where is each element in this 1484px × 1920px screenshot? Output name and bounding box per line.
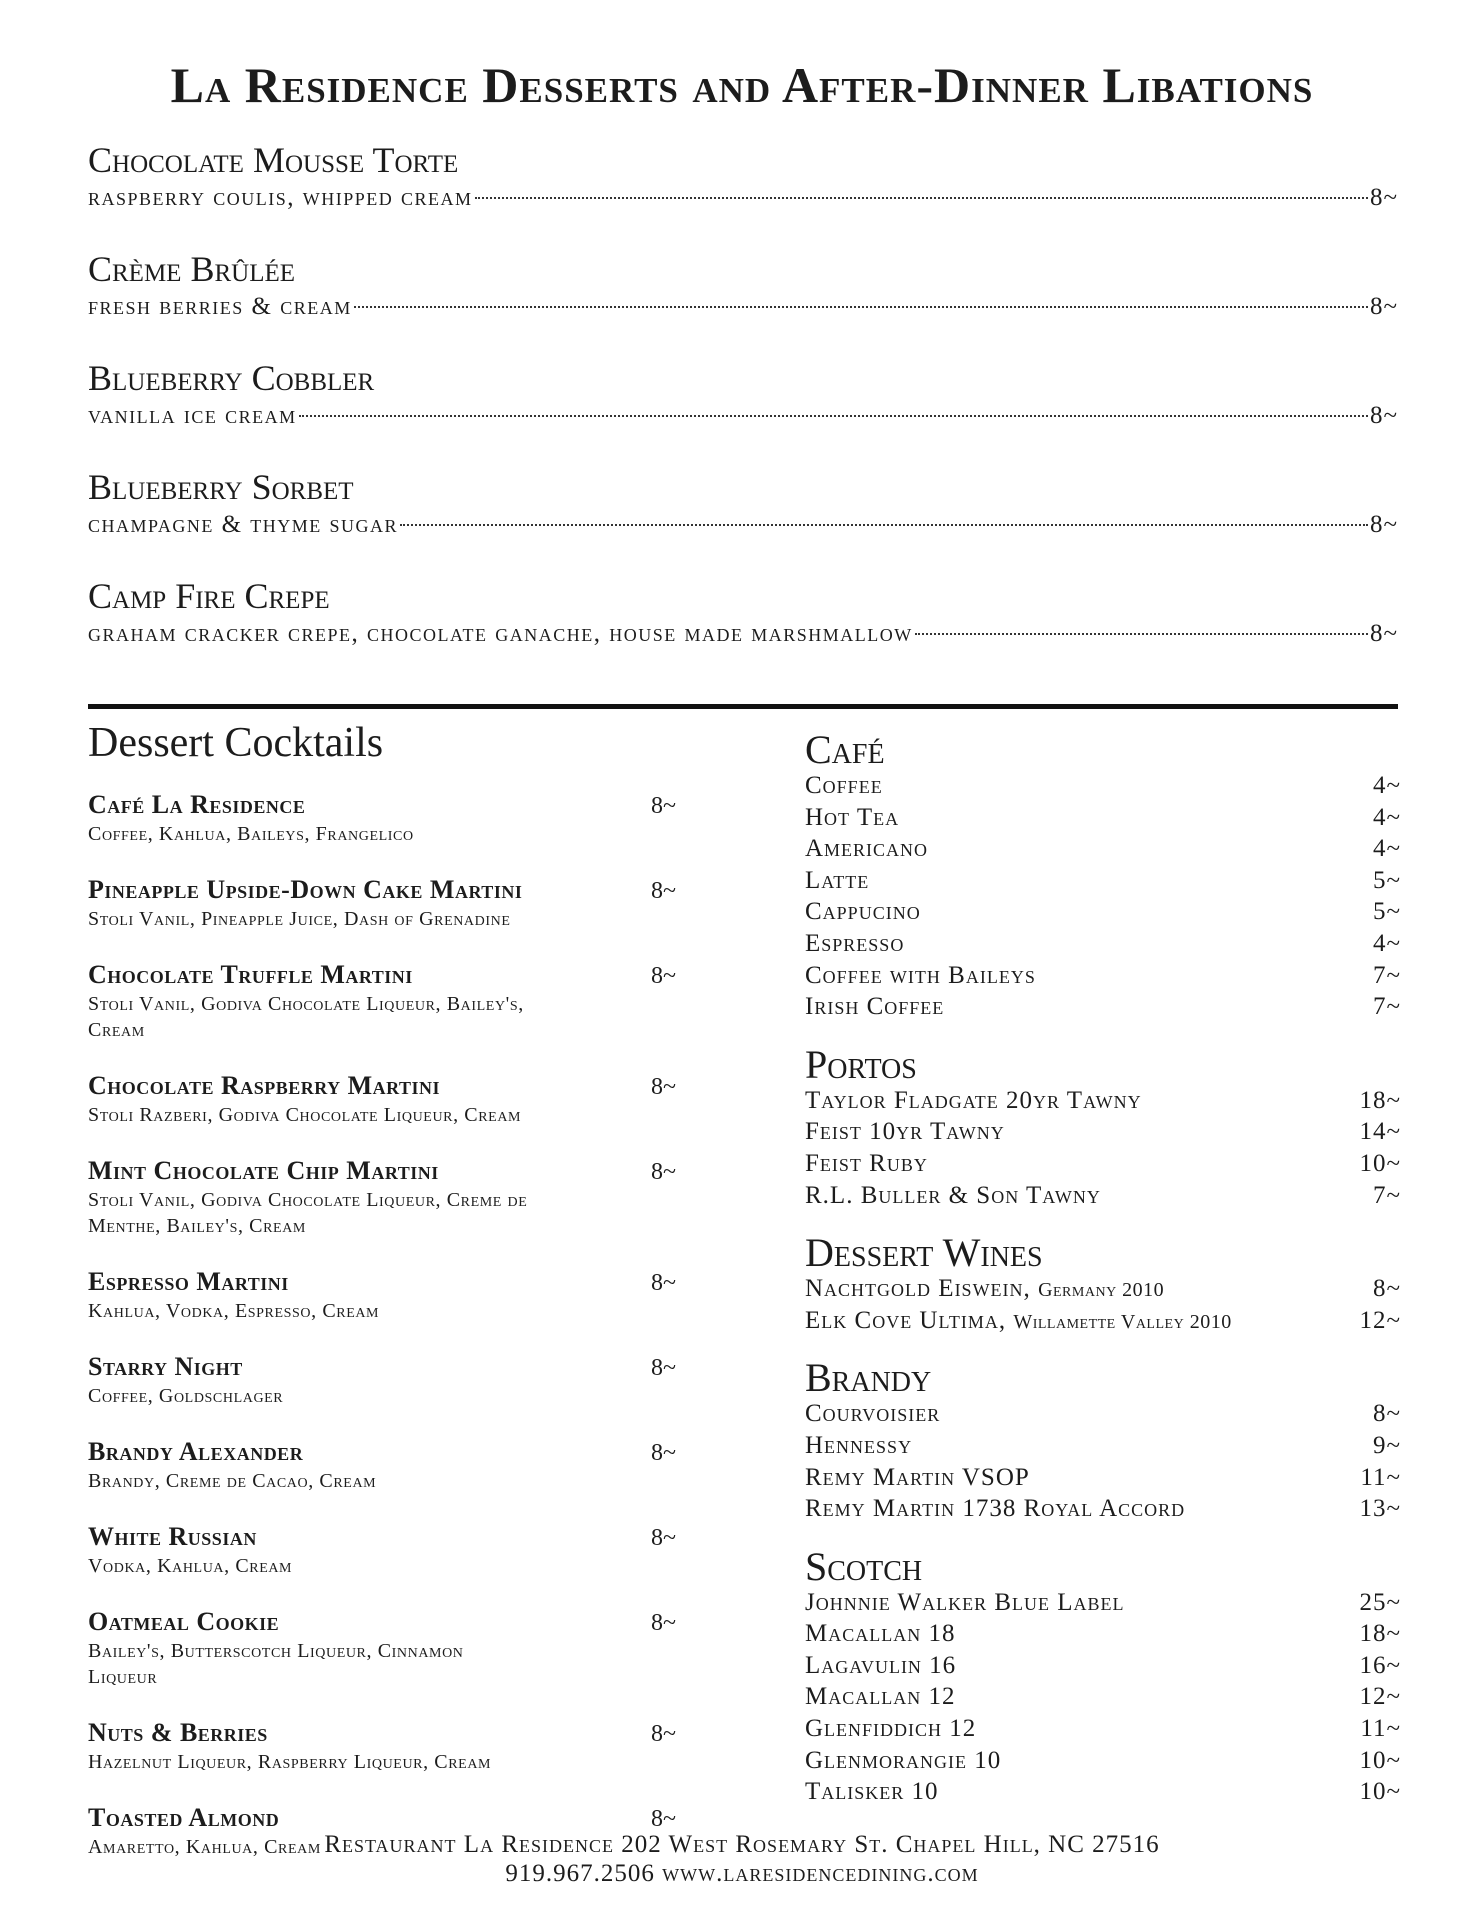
cocktail-description: Coffee, Kahlua, Baileys, Frangelico bbox=[88, 823, 414, 845]
footer-address: Restaurant La Residence 202 West Rosemary St. Chapel Hill, NC 27516 bbox=[324, 1831, 1160, 1858]
item-price: 8~ bbox=[1372, 1275, 1401, 1303]
cocktail-description: Amaretto, Kahlua, Cream bbox=[88, 1836, 321, 1858]
item-price: 4~ bbox=[1372, 835, 1401, 863]
item-name: Remy Martin VSOP bbox=[805, 1463, 1030, 1491]
dessert-list bbox=[88, 138, 1398, 683]
menu-item bbox=[805, 835, 1401, 867]
cocktail-name: Mint Chocolate Chip Martini bbox=[88, 1156, 439, 1185]
item-price: 9~ bbox=[1372, 1431, 1401, 1459]
scotch-section bbox=[805, 1545, 1401, 1810]
cocktail-name: Oatmeal Cookie bbox=[88, 1607, 280, 1636]
cocktail-item bbox=[88, 1437, 688, 1494]
dessert-name: Camp Fire Crepe bbox=[88, 576, 330, 616]
menu-item bbox=[805, 804, 1401, 836]
cocktail-name: Chocolate Raspberry Martini bbox=[88, 1071, 441, 1100]
cocktail-name: Café La Residence bbox=[88, 790, 306, 819]
dessert-price: 8~ bbox=[1369, 184, 1398, 211]
dessert-price: 8~ bbox=[1369, 293, 1398, 320]
item-name: Glenmorangie 10 bbox=[805, 1746, 1002, 1774]
dessert-description: champagne & thyme sugar bbox=[88, 511, 399, 538]
section-title: Scotch bbox=[805, 1543, 923, 1589]
item-price: 25~ bbox=[1359, 1588, 1401, 1616]
cocktail-price: 8~ bbox=[651, 963, 676, 989]
cocktail-name: Nuts & Berries bbox=[88, 1718, 268, 1747]
cocktail-price: 8~ bbox=[651, 1074, 676, 1100]
item-price: 10~ bbox=[1359, 1778, 1401, 1806]
dessert-item bbox=[88, 574, 1398, 683]
cocktail-description: Kahlua, Vodka, Espresso, Cream bbox=[88, 1300, 380, 1322]
dessert-name: Blueberry Sorbet bbox=[88, 467, 354, 507]
section-title: Dessert Cocktails bbox=[88, 720, 384, 766]
item-name: Latte bbox=[805, 866, 870, 894]
dessert-description: fresh berries & cream bbox=[88, 293, 352, 320]
item-price: 16~ bbox=[1359, 1651, 1401, 1679]
menu-item bbox=[805, 930, 1401, 962]
cocktail-description: Bailey's, Butterscotch Liqueur, Cinnamon Liqueur bbox=[88, 1640, 464, 1688]
menu-item bbox=[805, 772, 1401, 804]
item-name: Macallan 12 bbox=[805, 1683, 956, 1711]
footer-contact: 919.967.2506 www.laresidencedining.com bbox=[505, 1860, 979, 1887]
section-title: Portos bbox=[805, 1041, 917, 1087]
menu-item bbox=[805, 1495, 1401, 1527]
item-name: Coffee bbox=[805, 772, 883, 799]
menu-item bbox=[805, 1589, 1401, 1621]
item-name: Elk Cove Ultima, bbox=[805, 1306, 1007, 1334]
menu-item bbox=[805, 1275, 1401, 1307]
cocktail-name: Brandy Alexander bbox=[88, 1437, 304, 1466]
menu-item bbox=[805, 1747, 1401, 1779]
cocktail-description: Stoli Vanil, Godiva Chocolate Liqueur, Creme de Menthe, Bailey's, Cream bbox=[88, 1189, 528, 1237]
item-name: Feist 10yr Tawny bbox=[805, 1118, 1005, 1146]
cocktail-name: White Russian bbox=[88, 1522, 257, 1551]
menu-item bbox=[805, 1182, 1401, 1214]
menu-item bbox=[805, 1715, 1401, 1747]
section-title: Brandy bbox=[805, 1355, 932, 1401]
dessert-wines-section bbox=[805, 1231, 1401, 1338]
menu-item bbox=[805, 1400, 1401, 1432]
dessert-description: raspberry coulis, whipped cream bbox=[88, 184, 473, 211]
dessert-name: Blueberry Cobbler bbox=[88, 358, 375, 398]
dessert-name: Chocolate Mousse Torte bbox=[88, 140, 459, 180]
cocktail-item bbox=[88, 1267, 688, 1324]
section-divider bbox=[88, 704, 1398, 709]
menu-item bbox=[805, 1118, 1401, 1150]
dessert-description: vanilla ice cream bbox=[88, 402, 297, 429]
item-price: 5~ bbox=[1372, 898, 1401, 926]
item-price: 4~ bbox=[1372, 772, 1401, 799]
cocktail-item bbox=[88, 1071, 688, 1128]
item-name: Irish Coffee bbox=[805, 993, 945, 1021]
item-name: Johnnie Walker Blue Label bbox=[805, 1588, 1125, 1616]
item-name: Hot Tea bbox=[805, 803, 900, 831]
cocktail-name: Espresso Martini bbox=[88, 1267, 289, 1296]
page-title: La Residence Desserts and After-Dinner Libations bbox=[170, 57, 1314, 113]
dessert-description: graham cracker crepe, chocolate ganache, house made marshmallow bbox=[88, 620, 913, 647]
item-name: Macallan 18 bbox=[805, 1620, 956, 1648]
dessert-name: Crème Brûlée bbox=[88, 249, 296, 289]
menu-item bbox=[805, 898, 1401, 930]
menu-item bbox=[805, 1778, 1401, 1810]
menu-item bbox=[805, 1620, 1401, 1652]
cocktail-description: Hazelnut Liqueur, Raspberry Liqueur, Cream bbox=[88, 1751, 492, 1773]
footer bbox=[0, 1830, 1484, 1888]
cocktail-name: Chocolate Truffle Martini bbox=[88, 960, 413, 989]
cocktail-name: Pineapple Upside-Down Cake Martini bbox=[88, 875, 523, 904]
cocktail-item bbox=[88, 1352, 688, 1409]
item-price: 11~ bbox=[1360, 1463, 1401, 1491]
menu-item bbox=[805, 962, 1401, 994]
menu-item bbox=[805, 1652, 1401, 1684]
item-price: 10~ bbox=[1359, 1746, 1401, 1774]
cocktail-price: 8~ bbox=[651, 1440, 676, 1466]
cocktail-item bbox=[88, 960, 688, 1043]
dessert-item bbox=[88, 138, 1398, 247]
item-price: 13~ bbox=[1359, 1495, 1401, 1523]
cocktail-price: 8~ bbox=[651, 1270, 676, 1296]
item-price: 7~ bbox=[1372, 961, 1401, 989]
portos-section bbox=[805, 1043, 1401, 1213]
menu-item bbox=[805, 1464, 1401, 1496]
cocktail-price: 8~ bbox=[651, 1610, 676, 1636]
cocktail-item bbox=[88, 1156, 688, 1239]
item-name: Nachtgold Eiswein, bbox=[805, 1275, 1031, 1303]
item-name: Coffee with Baileys bbox=[805, 961, 1036, 989]
cocktail-price: 8~ bbox=[651, 1525, 676, 1551]
cocktail-price: 8~ bbox=[651, 1721, 676, 1747]
item-price: 12~ bbox=[1359, 1683, 1401, 1711]
item-name: Lagavulin 16 bbox=[805, 1651, 957, 1679]
item-name: Feist Ruby bbox=[805, 1149, 928, 1177]
item-price: 4~ bbox=[1372, 803, 1401, 831]
brandy-section bbox=[805, 1356, 1401, 1526]
item-name: Remy Martin 1738 Royal Accord bbox=[805, 1495, 1186, 1523]
cocktail-item bbox=[88, 1522, 688, 1579]
cocktail-price: 8~ bbox=[651, 878, 676, 904]
cocktail-price: 8~ bbox=[651, 1159, 676, 1185]
item-name: R.L. Buller & Son Tawny bbox=[805, 1181, 1101, 1209]
cocktail-item bbox=[88, 1607, 688, 1690]
cocktail-description: Vodka, Kahlua, Cream bbox=[88, 1555, 293, 1577]
item-price: 4~ bbox=[1372, 929, 1401, 957]
cocktail-item bbox=[88, 1718, 688, 1775]
menu-item bbox=[805, 1683, 1401, 1715]
item-price: 18~ bbox=[1359, 1620, 1401, 1648]
cocktail-price: 8~ bbox=[651, 1355, 676, 1381]
cocktail-description: Stoli Vanil, Pineapple Juice, Dash of Grenadine bbox=[88, 908, 511, 930]
item-name: Espresso bbox=[805, 929, 905, 957]
item-price: 8~ bbox=[1372, 1400, 1401, 1428]
section-title: Dessert Wines bbox=[805, 1230, 1043, 1276]
cocktail-item bbox=[88, 790, 688, 847]
beverage-column bbox=[805, 728, 1401, 1828]
item-name: Hennessy bbox=[805, 1431, 913, 1459]
menu-item bbox=[805, 867, 1401, 899]
dessert-item bbox=[88, 356, 1398, 465]
item-price: 7~ bbox=[1372, 1181, 1401, 1209]
cocktail-name: Starry Night bbox=[88, 1352, 243, 1381]
menu-item bbox=[805, 1150, 1401, 1182]
menu-item bbox=[805, 1087, 1401, 1119]
item-note: Germany 2010 bbox=[1038, 1279, 1165, 1302]
item-price: 5~ bbox=[1372, 866, 1401, 894]
dessert-item bbox=[88, 465, 1398, 574]
section-title: Café bbox=[805, 727, 885, 772]
dessert-price: 8~ bbox=[1369, 511, 1398, 538]
cocktail-description: Coffee, Goldschlager bbox=[88, 1385, 284, 1407]
item-price: 12~ bbox=[1359, 1306, 1401, 1334]
item-note: Willamette Valley 2010 bbox=[1013, 1310, 1232, 1333]
dessert-item bbox=[88, 247, 1398, 356]
item-price: 7~ bbox=[1372, 993, 1401, 1021]
item-name: Courvoisier bbox=[805, 1400, 941, 1428]
menu-item bbox=[805, 1432, 1401, 1464]
dessert-price: 8~ bbox=[1369, 620, 1398, 647]
cocktail-description: Stoli Razberi, Godiva Chocolate Liqueur, Cream bbox=[88, 1104, 522, 1126]
menu-item bbox=[805, 1307, 1401, 1339]
cocktail-name: Toasted Almond bbox=[88, 1803, 280, 1832]
cocktail-price: 8~ bbox=[651, 793, 676, 819]
item-name: Taylor Fladgate 20yr Tawny bbox=[805, 1086, 1142, 1114]
cafe-section bbox=[805, 728, 1401, 1025]
item-name: Glenfiddich 12 bbox=[805, 1715, 977, 1743]
dessert-cocktails-section bbox=[88, 718, 688, 1888]
item-name: Cappucino bbox=[805, 898, 921, 926]
cocktail-description: Stoli Vanil, Godiva Chocolate Liqueur, Bailey's, Cream bbox=[88, 993, 524, 1041]
menu-item bbox=[805, 993, 1401, 1025]
cocktail-item bbox=[88, 875, 688, 932]
cocktail-price: 8~ bbox=[651, 1806, 676, 1832]
cocktail-description: Brandy, Creme de Cacao, Cream bbox=[88, 1470, 377, 1492]
item-price: 11~ bbox=[1360, 1715, 1401, 1743]
item-price: 14~ bbox=[1359, 1118, 1401, 1146]
item-price: 10~ bbox=[1359, 1149, 1401, 1177]
dessert-price: 8~ bbox=[1369, 402, 1398, 429]
item-name: Talisker 10 bbox=[805, 1778, 939, 1806]
item-name: Americano bbox=[805, 835, 929, 863]
item-price: 18~ bbox=[1359, 1086, 1401, 1114]
